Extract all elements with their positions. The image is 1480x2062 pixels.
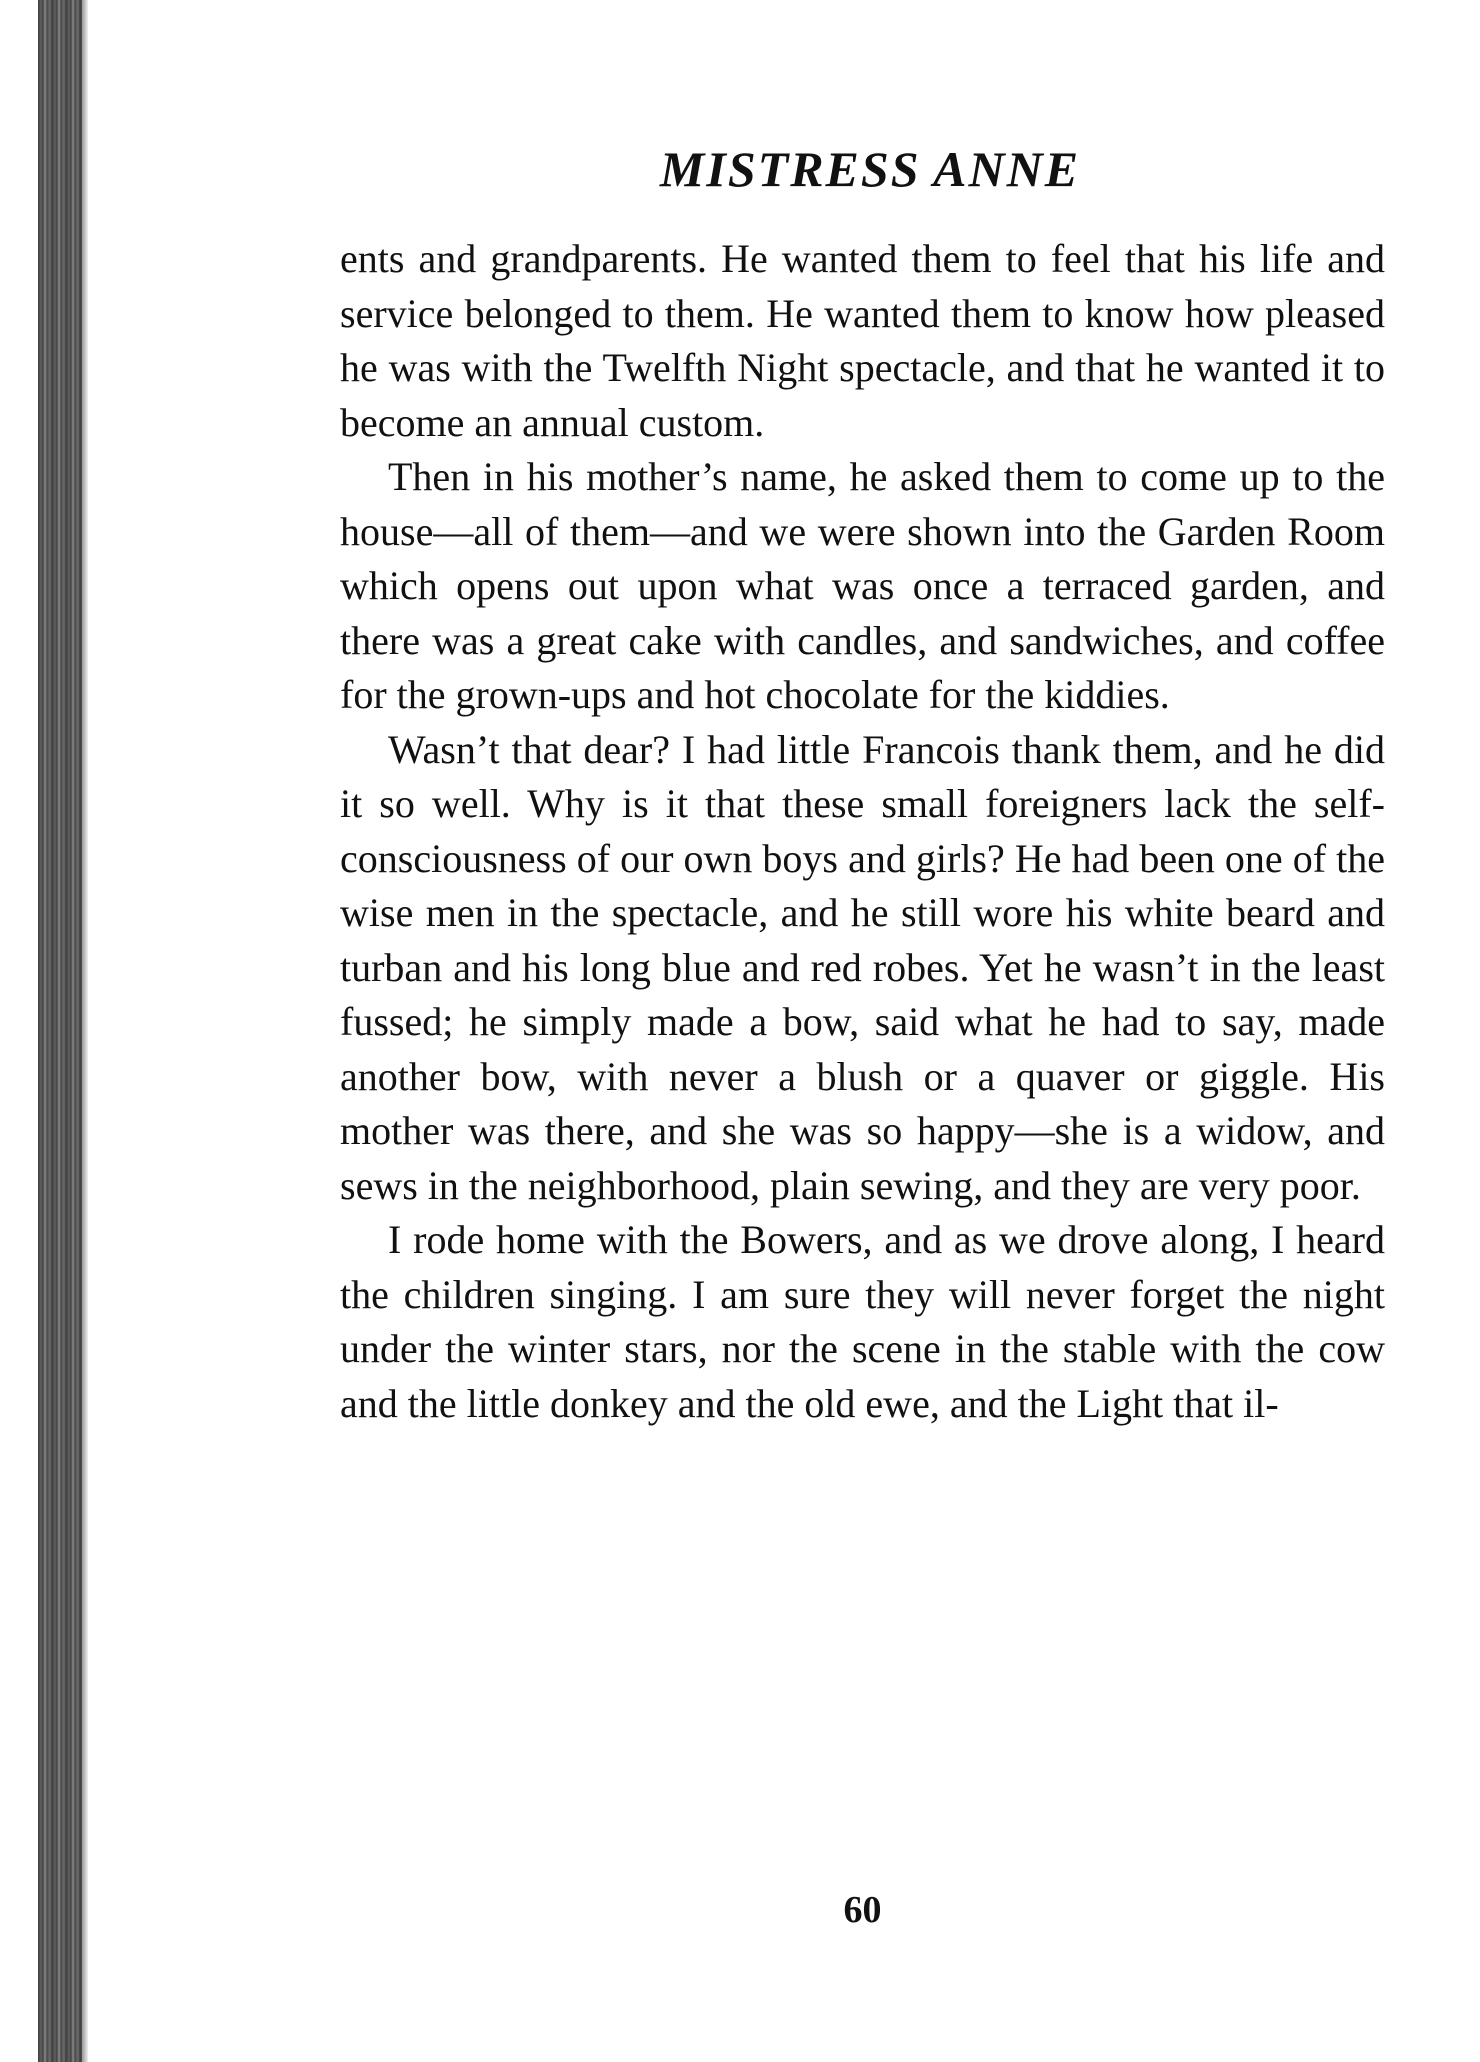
paragraph-2: Then in his mother’s name, he asked them to come up to the house—all of them—and we were shown into the Garden Room which opens out upon what was once a terraced garden, and there was a great cake with candles, and sandwiches, and coffee for the grown-ups and hot chocolate for the kiddies. [340,454,1385,717]
paragraph-1: ents and grandparents. He wanted them to feel that his life and service belonged to them. He wanted them to know how pleased he was with the Twelfth Night spectacle, and that he wanted it to become an annual custom. [340,236,1385,445]
paragraph-3: Wasn’t that dear? I had little Francois thank them, and he did it so well. Why is it that these small foreigners lack the self-consciousness of our own boys and girls? He had been one of the wise men in the spectacle, and he still wore his white beard and turban and his long blue and red robes. Yet he wasn’t in the least fussed; he simply made a bow, said what he had to say, made another bow, with never a blush or a quaver or giggle. His mother was there, and she was so happy—she is a widow, and sews in the neighborhood, plain sewing, and they are very poor. [340,726,1385,1208]
body-text [340,232,1385,1431]
running-head: MISTRESS ANNE [659,141,1081,197]
paragraph-4: I rode home with the Bowers, and as we drove along, I heard the children singing. I am sure they will never forget the night under the winter stars, nor the scene in the stable with the cow and the little donkey and the old ewe, and the Light that il- [340,1217,1385,1426]
book-gutter-edge [82,0,88,2062]
page-number: 60 [843,1889,882,1931]
book-gutter-shadow [38,0,82,2062]
